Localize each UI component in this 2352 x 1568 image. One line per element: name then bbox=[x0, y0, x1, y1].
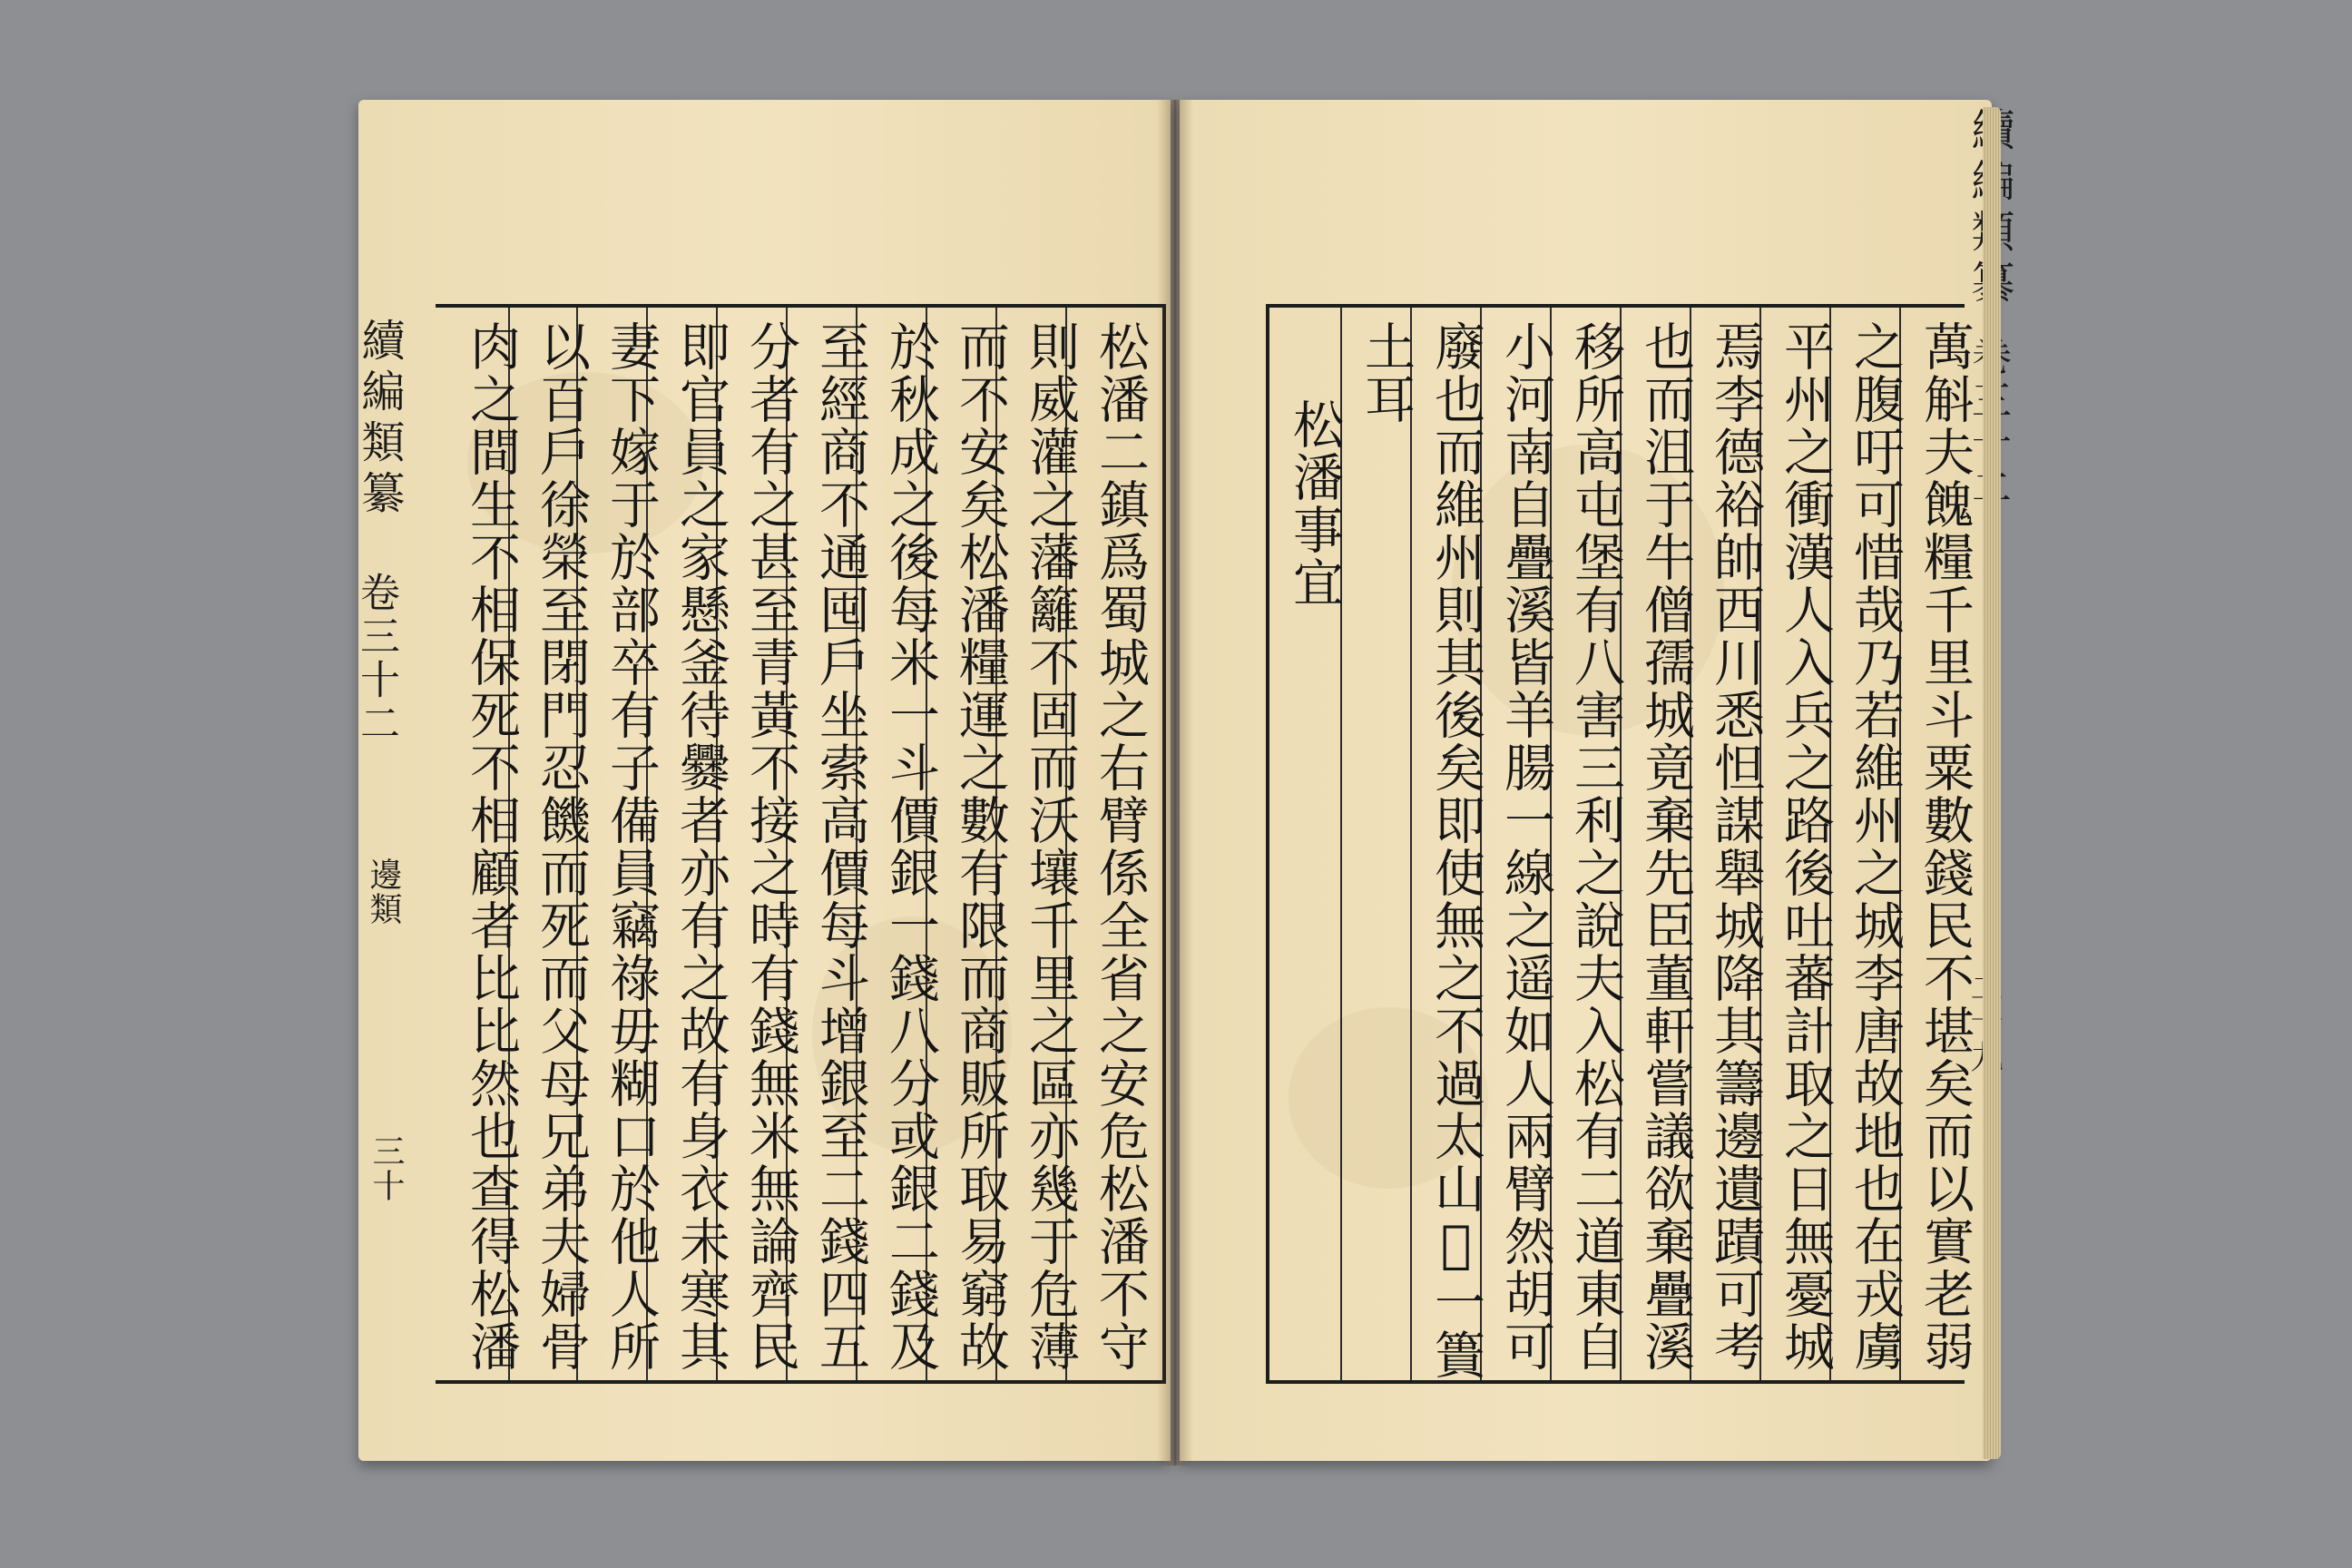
left-page bbox=[353, 100, 1171, 1461]
right-column-9: 土耳 bbox=[1357, 320, 1416, 426]
left-column-3: 而不安矣松潘糧運之數有限而商販所取易窮故 bbox=[951, 320, 1010, 1373]
open-book bbox=[353, 100, 2005, 1475]
left-column-8: 妻下嫁于於部卒有子備員竊祿毋糊口於他人所 bbox=[602, 320, 661, 1373]
right-column-4: 焉李德裕帥西川悉怛謀舉城降其籌邊遺蹟可考 bbox=[1706, 320, 1765, 1373]
left-column-2: 則威灌之藩籬不固而沃壤千里之區亦幾于危薄 bbox=[1021, 320, 1080, 1373]
right-column-3: 平州之衝漢人入兵之路後吐蕃計取之日無憂城 bbox=[1776, 320, 1835, 1373]
right-column-2: 之腹吁可惜哉乃若維州之城李唐故地也在戎虜 bbox=[1846, 320, 1905, 1373]
left-margin-label: 續編類纂 bbox=[354, 318, 405, 521]
left-margin-folio: 三十 bbox=[368, 1134, 405, 1203]
left-margin-section: 邊類 bbox=[365, 858, 402, 926]
left-column-7: 即官員之家懸釜待爨者亦有之故有身衣未寒其 bbox=[671, 320, 730, 1373]
right-text-frame bbox=[1266, 304, 1975, 1384]
page-edges bbox=[1983, 107, 2001, 1459]
section-heading: 松潘事宜 bbox=[1285, 398, 1344, 609]
right-column-8: 廢也而維州則其後矣即使無之不過太山𡵂一簣 bbox=[1426, 320, 1485, 1381]
right-page bbox=[1180, 100, 1992, 1461]
right-column-7: 小河南自疊溪皆羊腸一線之遥如人兩臂然胡可 bbox=[1496, 320, 1555, 1373]
left-text-frame bbox=[436, 304, 1166, 1384]
left-column-1: 松潘二鎮爲蜀城之右臂係全省之安危松潘不守 bbox=[1091, 320, 1150, 1373]
left-column-4: 於秋成之後每米一斗價銀一錢八分或銀二錢及 bbox=[881, 320, 940, 1373]
right-column-6: 移所高屯堡有八害三利之說夫入松有二道東自 bbox=[1566, 320, 1625, 1373]
book-gutter bbox=[1157, 100, 1193, 1465]
left-column-5: 至經商不通囤戶坐索高價每斗增銀至二錢四五 bbox=[811, 320, 870, 1373]
left-margin-volume: 卷三十二 bbox=[353, 572, 399, 746]
left-column-9: 以百戶徐榮至閉門忍饑而死而父母兄弟夫婦骨 bbox=[532, 320, 591, 1373]
left-column-10: 肉之間生不相保死不相顧者比比然也查得松潘 bbox=[462, 320, 521, 1373]
right-column-5: 也而沮于牛僧孺城竟棄先臣董軒嘗議欲棄疊溪 bbox=[1636, 320, 1695, 1373]
right-column-1: 萬斛夫餽糧千里斗粟數錢民不堪矣而以實老弱 bbox=[1916, 320, 1975, 1373]
left-column-6: 分者有之甚至青黃不接之時有錢無米無論齊民 bbox=[741, 320, 800, 1373]
